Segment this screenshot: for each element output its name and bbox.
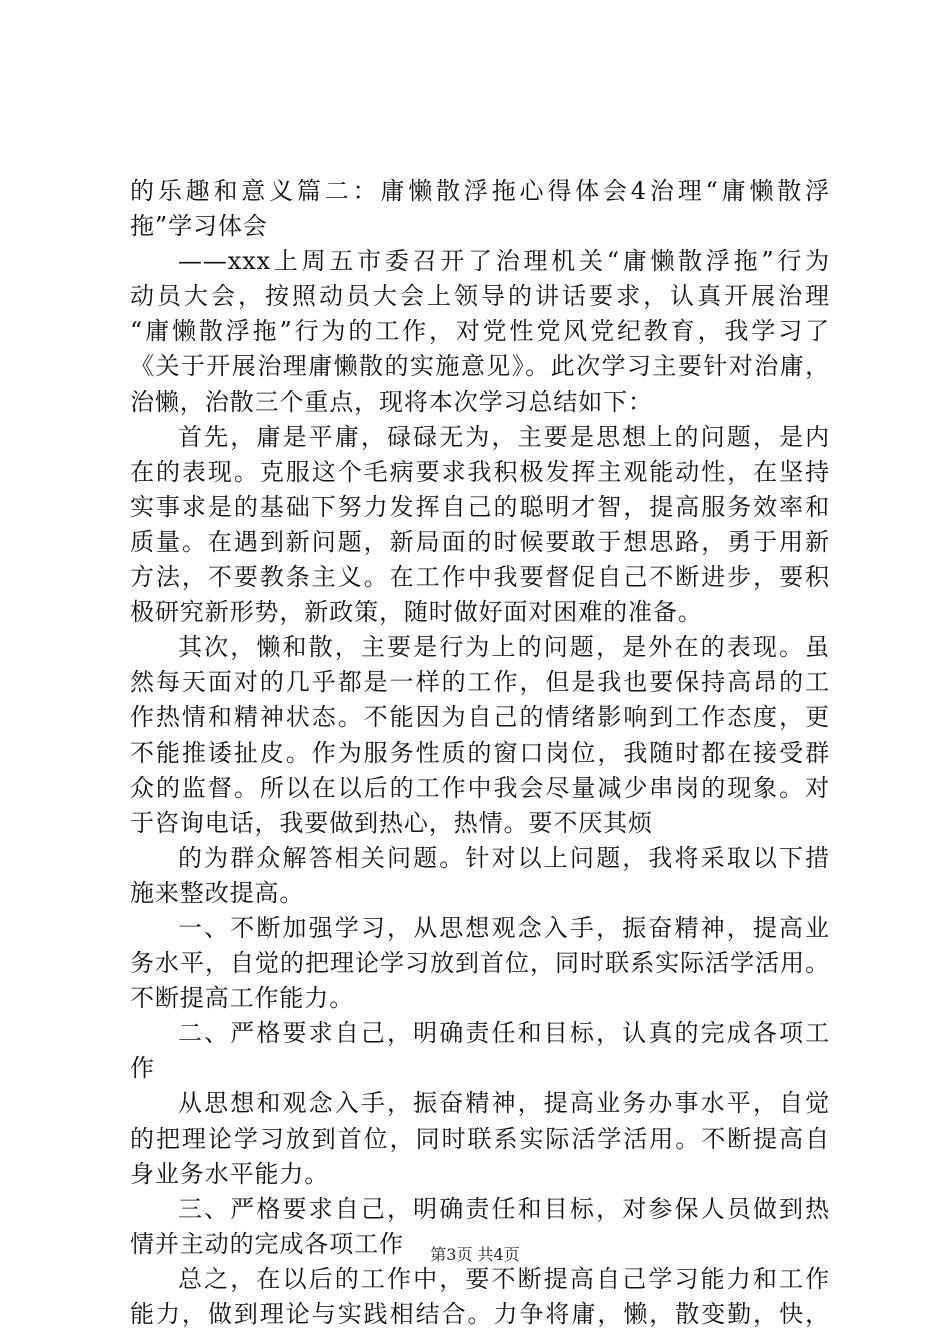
text-line: 质量。在遇到新问题，新局面的时候要敢于想思路，勇于用新 <box>130 527 830 556</box>
text-line: 《关于开展治理庸懒散的实施意见》。此次学习主要针对治庸， <box>130 352 830 381</box>
text-line: 的把理论学习放到首位，同时联系实际活学活用。不断提高自 <box>130 1124 830 1153</box>
page-footer: 第3页 共4页 <box>430 1245 520 1264</box>
text-line: 务水平，自觉的把理论学习放到首位，同时联系实际活学活用。 <box>130 949 830 978</box>
text-line: 在的表现。克服这个毛病要求我积极发挥主观能动性，在坚持 <box>130 457 830 486</box>
text-line: 实事求是的基础下努力发挥自己的聪明才智，提高服务效率和 <box>130 492 830 521</box>
text-line: “庸懒散浮拖”行为的工作，对党性党风党纪教育，我学习了 <box>130 317 830 346</box>
text-line: 不断提高工作能力。 <box>130 984 355 1013</box>
text-line: ——xxx上周五市委召开了治理机关“庸懒散浮拖”行为 <box>178 247 830 276</box>
text-line: 然每天面对的几乎都是一样的工作，但是我也要保持高昂的工 <box>130 668 830 697</box>
text-line: 三、严格要求自己，明确责任和目标，对参保人员做到热 <box>178 1194 830 1223</box>
text-line: 从思想和观念入手，振奋精神，提高业务办事水平，自觉 <box>178 1089 830 1118</box>
text-line: 总之，在以后的工作中，要不断提高自己学习能力和工作 <box>178 1264 830 1293</box>
text-line: 方法，不要教条主义。在工作中我要督促自己不断进步，要积 <box>130 563 830 592</box>
text-line: 动员大会，按照动员大会上领导的讲话要求，认真开展治理 <box>130 282 830 311</box>
text-line: 极研究新形势，新政策，随时做好面对困难的准备。 <box>130 598 703 627</box>
text-line: 施来整改提高。 <box>130 878 305 907</box>
text-line: 作 <box>130 1054 155 1083</box>
text-line: 身业务水平能力。 <box>130 1159 330 1188</box>
text-line: 众的监督。所以在以后的工作中我会尽量减少串岗的现象。对 <box>130 773 830 802</box>
text-line: 能力，做到理论与实践相结合。力争将庸，懒，散变勤，快， <box>130 1300 830 1328</box>
text-line: 治懒，治散三个重点，现将本次学习总结如下： <box>130 387 653 416</box>
text-line: 一、不断加强学习，从思想观念入手，振奋精神，提高业 <box>178 913 830 942</box>
text-line: 首先，庸是平庸，碌碌无为，主要是思想上的问题，是内 <box>178 422 830 451</box>
text-line: 不能推诿扯皮。作为服务性质的窗口岗位，我随时都在接受群 <box>130 738 830 767</box>
text-line: 的为群众解答相关问题。针对以上问题，我将采取以下措 <box>178 843 830 872</box>
text-line: 于咨询电话，我要做到热心，热情。要不厌其烦 <box>130 808 653 837</box>
text-line: 拖”学习体会 <box>130 212 268 241</box>
text-line: 情并主动的完成各项工作 <box>130 1229 404 1258</box>
document-body <box>130 174 830 1332</box>
text-line: 其次，懒和散，主要是行为上的问题，是外在的表现。虽 <box>178 633 830 662</box>
text-line: 的乐趣和意义篇二：庸懒散浮拖心得体会4治理“庸懒散浮 <box>130 177 830 205</box>
text-line: 作热情和精神状态。不能因为自己的情绪影响到工作态度，更 <box>130 703 830 732</box>
text-line: 二、严格要求自己，明确责任和目标，认真的完成各项工 <box>178 1019 830 1048</box>
